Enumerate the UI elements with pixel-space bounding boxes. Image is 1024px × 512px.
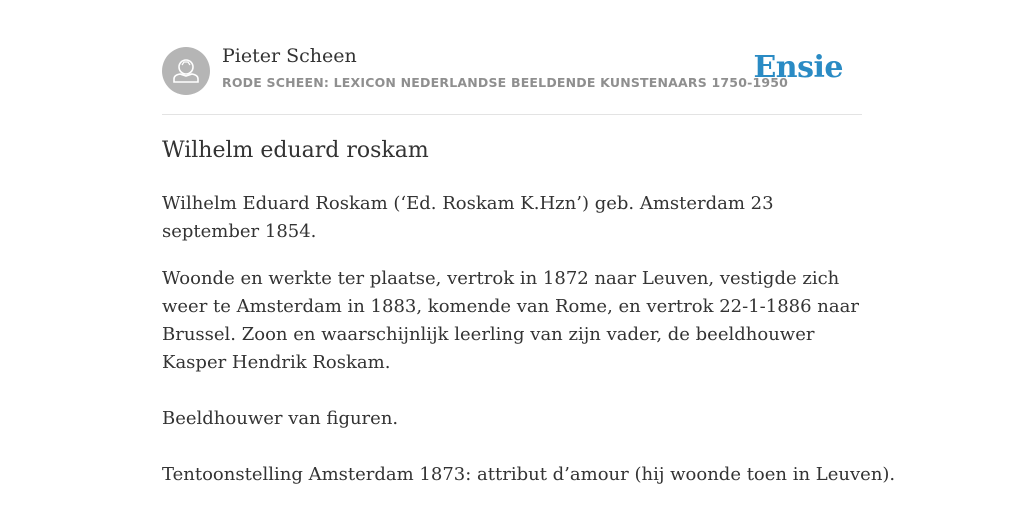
- page-container: [162, 0, 896, 485]
- article-paragraph: Beeldhouwer van figuren.: [162, 408, 399, 429]
- user-icon: [162, 47, 210, 95]
- article-paragraph: Woonde en werkte ter plaatse, vertrok in 1872 naar Leuven, vestigde zich weer te Amsterdam in 1883, komende van Rome, en vertrok 22-1-1886 naar Brussel. Zoon en waarschijnlijk leerling van zijn vader, de beeldhouwer Kasper Hendrik Roskam.: [162, 268, 859, 373]
- article-title: Wilhelm eduard roskam: [162, 138, 429, 163]
- ensie-logo[interactable]: Ensie: [753, 50, 843, 85]
- source-title[interactable]: RODE SCHEEN: LEXICON NEDERLANDSE BEELDENDE KUNSTENAARS 1750-1950: [222, 75, 789, 90]
- author-avatar[interactable]: [162, 47, 210, 95]
- header: [162, 0, 862, 115]
- author-name[interactable]: Pieter Scheen: [222, 45, 357, 67]
- article-paragraph: Wilhelm Eduard Roskam (‘Ed. Roskam K.Hzn’) geb. Amsterdam 23 september 1854.: [162, 193, 774, 242]
- article-paragraph: Tentoonstelling Amsterdam 1873: attribut d’amour (hij woonde toen in Leuven).: [162, 464, 896, 485]
